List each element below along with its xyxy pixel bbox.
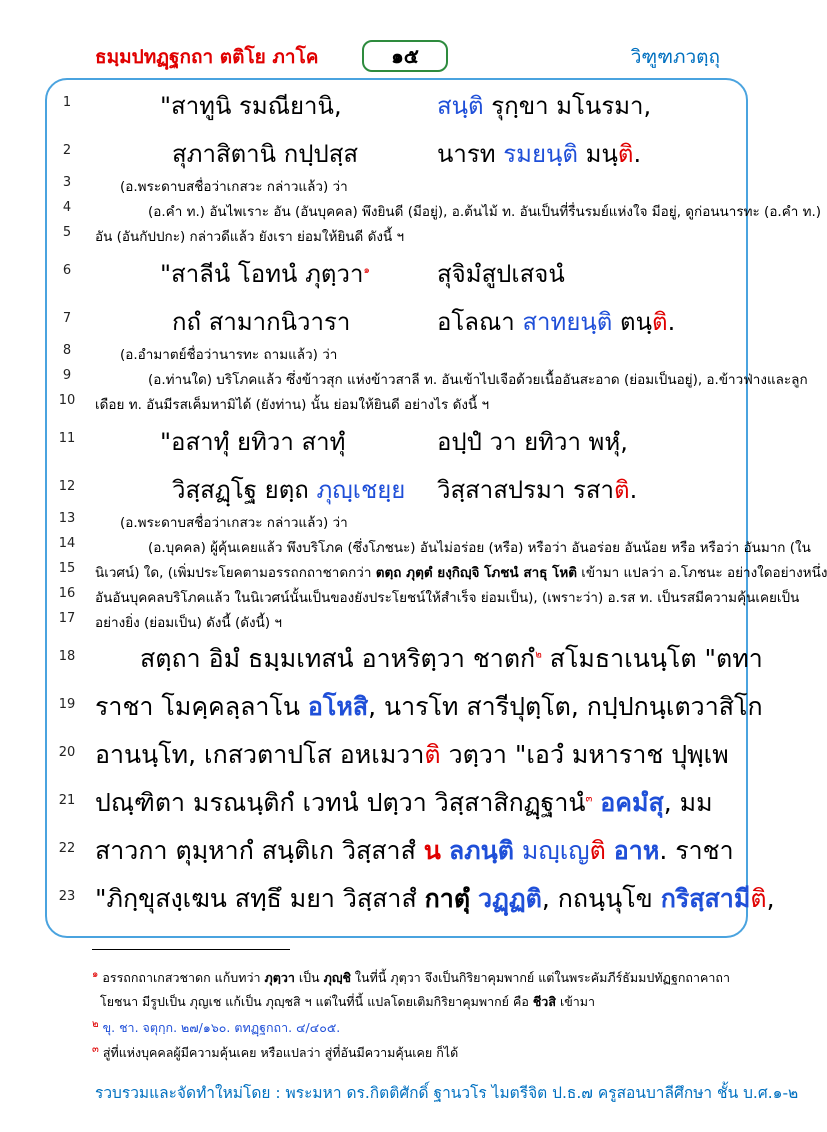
verse-12b — [437, 470, 637, 509]
verse-1a: "สาทูนิ รมณียานิ, — [160, 92, 342, 120]
line-number: 12 — [58, 479, 76, 494]
prose-text: เข้ามา แปลว่า อ.โภชนะ อย่างใดอย่างหนึ่ง — [577, 565, 827, 581]
line-number: 13 — [58, 511, 76, 526]
body-text: , — [766, 884, 775, 913]
verse-text: ตนฺ — [612, 308, 653, 336]
line-number: 6 — [62, 263, 72, 278]
prose-line-17: อย่างยิ่ง (ย่อมเป็น) ดังนี้ (ดังนี้) ฯ — [95, 615, 283, 631]
line-number: 11 — [58, 431, 76, 446]
body-text: , กถนฺนุโข — [541, 884, 661, 913]
footnote-1 — [92, 967, 730, 988]
iti-particle: ติ — [424, 740, 441, 769]
iti-particle: ติ — [750, 884, 767, 913]
body-text: สโมธาเนนฺโต "ตทา — [541, 644, 763, 673]
verse-text: รุกฺขา มโนรมา, — [483, 92, 652, 120]
line-number: 8 — [62, 343, 72, 358]
prose-line-16: อันอันบุคคลบริโภคแล้ว ในนิเวศน์นั้นเป็นของยังประโยชน์ให้สำเร็จ ย่อมเป็น), (เพราะว่า) อ.รส ท. เป็นรสมีความคุ้นเคยเป็น — [95, 590, 800, 606]
body-text: , มม — [663, 788, 713, 817]
verse-7a: กถํ สามากนิวารา — [172, 308, 351, 336]
iti-particle: ติ — [613, 476, 630, 504]
line-number: 18 — [58, 649, 76, 664]
body-line-18 — [140, 639, 763, 679]
prose-line-14: (อ.บุคคล) ผู้คุ้นเคยแล้ว พึงบริโภค (ซึ่งโภชนะ) อันไม่อร่อย (หรือ) หรือว่า อันอร่อย อันน้อย หรือ หรือว่า อันมาก (ใน — [148, 540, 811, 556]
footnote-text: เป็น — [294, 970, 324, 986]
footnote-mark: ๒ — [92, 1019, 99, 1030]
footnote-1-cont — [100, 992, 595, 1012]
body-line-19 — [95, 687, 763, 727]
spacer — [514, 836, 522, 865]
verse-text: . — [629, 476, 638, 504]
verse-text: . — [633, 140, 642, 168]
footnote-text: สู่ที่แห่งบุคคลผู้มีความคุ้นเคย หรือแปลว่า สู่ที่อันมีความคุ้นเคย ก็ได้ — [102, 1045, 459, 1061]
verse-2b — [437, 134, 641, 173]
body-line-21 — [95, 783, 713, 823]
line-number: 14 — [58, 536, 76, 551]
verse-7b — [437, 302, 675, 341]
prose-line-8: (อ.อำมาตย์ชื่อว่านารทะ ถามแล้ว) ว่า — [120, 347, 338, 363]
verse-word: สาทยนฺติ — [522, 308, 613, 336]
spacer — [606, 836, 614, 865]
line-number: 10 — [58, 393, 76, 408]
verse-text: นารท — [437, 140, 504, 168]
prose-line-5: อัน (อันกัปปกะ) กล่าวดีแล้ว ยังเรา ย่อมให้ยินดี ดังนี้ ฯ — [95, 229, 405, 245]
footnote-3 — [92, 1042, 458, 1063]
prose-line-3: (อ.พระดาบสชื่อว่าเกสวะ กล่าวแล้ว) ว่า — [120, 179, 348, 195]
page-number: ๑๕ — [391, 44, 419, 68]
footnote-text: ขุ. ชา. จตุกฺก. ๒๗/๑๖๐. ตทฏฺฐกถา. ๔/๔๐๕. — [102, 1020, 341, 1036]
chapter-title: วิฑูฑภวตฺถุ — [630, 46, 720, 68]
book-title: ธมฺมปทฏฺฐกถา ตติโย ภาโค — [95, 46, 319, 68]
footnote-mark: ๓ — [92, 1044, 99, 1055]
body-text: สตฺถา อิมํ ธมฺมเทสนํ อาหริตฺวา ชาตกํ — [140, 644, 536, 673]
body-line-23 — [95, 879, 775, 919]
prose-line-10: เดือย ท. อันมีรสเค็มหามิได้ (ยังท่าน) นั้น ย่อมให้ยินดี อย่างไร ดังนี้ ฯ — [95, 397, 490, 413]
verse-11a: "อสาทุํ ยทิวา สาทุํ — [160, 428, 346, 456]
verse-6b: สุจิมํสูปเสจนํ — [437, 260, 565, 288]
footnote-text: อรรถกถาเกสวชาดก แก้บทว่า — [102, 970, 265, 986]
verb-word: อโหสิ — [307, 692, 369, 721]
iti-particle: ติ — [589, 836, 606, 865]
line-number: 19 — [58, 697, 76, 712]
verse-11b: อปฺปํ วา ยทิวา พหุํ, — [437, 428, 628, 456]
line-number: 2 — [62, 143, 72, 158]
body-line-20 — [95, 735, 729, 775]
line-number: 21 — [58, 793, 76, 808]
spacer — [470, 884, 478, 913]
page-number-badge — [362, 40, 448, 72]
pali-phrase: ตตฺถ ภุตฺตํ ยงฺกิญฺจิ โภชนํ สาธุ โหติ — [375, 565, 578, 581]
footnote-mark: ๑ — [92, 969, 99, 980]
body-line-22 — [95, 831, 734, 871]
footnote-term: ภุญฺชิ — [323, 970, 351, 986]
footnote-term: ภุตฺวา — [264, 970, 295, 986]
verb-word: อคมํสุ — [600, 788, 664, 817]
verse-2a: สุภาสิตานิ กปฺปสฺส — [172, 140, 358, 168]
line-number: 7 — [62, 311, 72, 326]
line-number: 16 — [58, 586, 76, 601]
line-number: 3 — [62, 175, 72, 190]
verse-word: สนฺติ — [437, 92, 484, 120]
footnote-separator — [92, 949, 290, 950]
line-number: 20 — [58, 745, 76, 760]
body-text: "ภิกฺขุสงฺเฆน สทฺธึ มยา วิสฺสาสํ — [95, 884, 425, 913]
line-number: 4 — [62, 200, 72, 215]
body-text: วตฺวา "เอวํ มหาราช ปุพฺเพ — [440, 740, 729, 769]
verb-word: กริสฺสามี — [660, 884, 751, 913]
prose-line-13: (อ.พระดาบสชื่อว่าเกสวะ กล่าวแล้ว) ว่า — [120, 515, 348, 531]
verse-word: รมยนฺติ — [503, 140, 578, 168]
prose-text: นิเวศน์) ใด, (เพิ่มประโยคตามอรรถกถาชาดกว่า — [95, 565, 376, 581]
verse-text: อโลณา — [437, 308, 523, 336]
verse-1b — [437, 86, 651, 125]
line-number: 23 — [58, 889, 76, 904]
body-text: สาวกา ตุมฺหากํ สนฺติเก วิสฺสาสํ — [95, 836, 424, 865]
verse-text: "สาลีนํ โอทนํ ภุตฺวา — [160, 260, 364, 288]
verb-word: อาห — [613, 836, 660, 865]
footnote-ref: ๑ — [363, 265, 370, 276]
bold-word: กาตุํ — [424, 884, 471, 913]
body-text: อานนฺโท, เกสวตาปโส อหเมวา — [95, 740, 425, 769]
spacer — [441, 836, 449, 865]
iti-particle: ติ — [617, 140, 634, 168]
iti-particle: ติ — [652, 308, 668, 336]
body-text: ปณฺฑิตา มรณนฺติกํ เวทนํ ปตฺวา วิสฺสาสิกฏฺฐานํ — [95, 788, 586, 817]
line-number: 5 — [62, 225, 72, 240]
verse-text: วิสฺสาสปรมา รสา — [437, 476, 614, 504]
footnote-text: โยชนา มีรูปเป็น ภุญเช แก้เป็น ภุญฺชสิ ฯ แต่ในที่นี้ แปลโดยเติมกิริยาคุมพากย์ คือ — [100, 994, 533, 1009]
verse-12a — [172, 470, 405, 509]
negation-word: น — [423, 836, 441, 865]
page-footer: รวบรวมและจัดทำใหม่โดย : พระมหา ดร.กิตติศักดิ์ ฐานวโร ไมตรีจิต ป.ธ.๗ ครูสอนบาลีศึกษา ชั้น บ.ศ.๑-๒ — [95, 1084, 799, 1102]
line-number: 1 — [62, 95, 72, 110]
prose-line-9: (อ.ท่านใด) บริโภคแล้ว ซึ่งข้าวสุก แห่งข้าวสาลี ท. อันเข้าไปเจือด้วยเนื้ออันสะอาด (ย่อมเป็นอยู่), อ.ข้าวฟ่างและลูก — [148, 372, 808, 388]
footnote-text: เข้ามา — [555, 994, 596, 1009]
line-number: 22 — [58, 841, 76, 856]
footnote-ref: ๓ — [585, 793, 593, 805]
verse-text: . — [667, 308, 676, 336]
verse-text: มนฺ — [578, 140, 618, 168]
prose-line-15 — [95, 561, 827, 583]
verb-word: มญฺเญ — [521, 836, 590, 865]
line-number: 17 — [58, 611, 76, 626]
verb-word: ลภนฺติ — [448, 836, 514, 865]
footnote-2 — [92, 1017, 340, 1038]
line-number: 15 — [58, 561, 76, 576]
body-text: ราชา โมคฺคลฺลาโน — [95, 692, 308, 721]
body-text: , นารโท สารีปุตฺโต, กปฺปกนฺเตวาสิโก — [368, 692, 763, 721]
verse-6a — [160, 254, 370, 293]
prose-line-4: (อ.คำ ท.) อันไพเราะ อัน (อันบุคคล) พึงยินดี (มีอยู่), อ.ต้นไม้ ท. อันเป็นที่รื่นรมย์แห่งใจ มีอยู่, ดูก่อนนารทะ (อ.คำ ท.) — [148, 204, 822, 220]
body-text: . ราชา — [659, 836, 734, 865]
footnote-term: ชีวสิ — [532, 994, 556, 1009]
footnote-ref: ๒ — [535, 649, 542, 661]
footnote-text: ในที่นี้ ภุตฺวา จึงเป็นกิริยาคุมพากย์ แต่ในพระคัมภีร์ธัมมปทัฏฐกถาคาถา — [350, 970, 730, 986]
verse-word: ภุญฺเชยฺย — [316, 476, 406, 504]
verb-word: วฏฺฏติ — [478, 884, 542, 913]
verse-text: วิสฺสฏฺโฐ ยตฺถ — [172, 476, 317, 504]
line-number: 9 — [62, 368, 72, 383]
